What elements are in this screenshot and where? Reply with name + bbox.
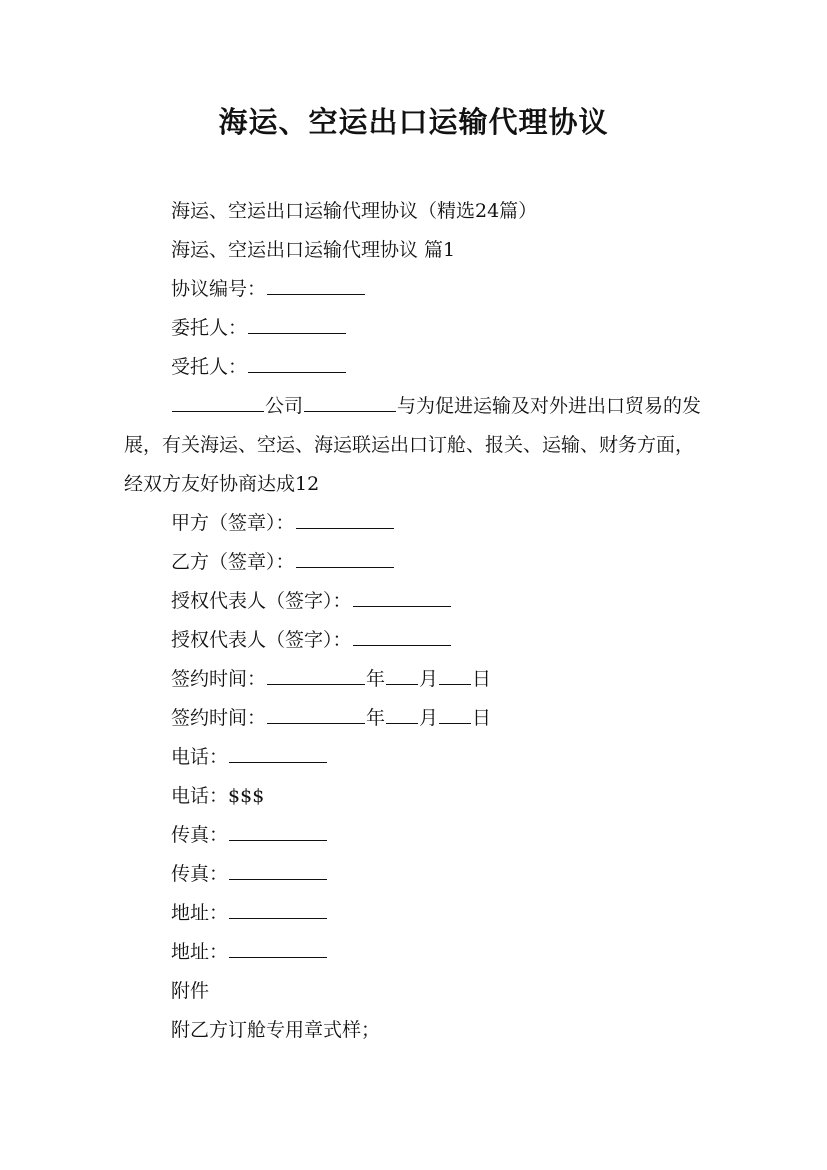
sign-month-blank-2 — [386, 704, 418, 724]
party-a-blank — [296, 509, 394, 529]
agent-blank — [248, 353, 346, 373]
fax-label-1: 传真： — [171, 824, 229, 846]
party-b-label: 乙方（签章）： — [171, 551, 295, 573]
intro-company-blank-1 — [172, 392, 264, 412]
month-label-2: 月 — [419, 707, 439, 729]
rep-label-1: 授权代表人（签字）： — [171, 590, 352, 612]
sign-date-line-1 — [124, 660, 708, 699]
year-label-2: 年 — [366, 707, 386, 729]
fax-blank-2 — [229, 860, 327, 880]
rep-blank-2 — [353, 626, 451, 646]
phone-value-2: $$$ — [228, 785, 265, 807]
address-line-2 — [124, 933, 708, 972]
phone-line-1 — [124, 738, 708, 777]
intro-company-blank-2 — [304, 392, 396, 412]
agreement-number-blank — [267, 275, 365, 295]
day-label-1: 日 — [472, 668, 492, 690]
sign-date-label-1: 签约时间： — [171, 668, 267, 690]
fax-line-1 — [124, 816, 708, 855]
rep-blank-1 — [353, 587, 451, 607]
party-b-line — [124, 543, 708, 582]
address-blank-1 — [229, 899, 327, 919]
attachment-item: 附乙方订舱专用章式样； — [171, 1019, 381, 1041]
party-b-blank — [296, 548, 394, 568]
party-a-line — [124, 504, 708, 543]
attachment-label: 附件 — [171, 980, 210, 1002]
sign-date-line-2 — [124, 699, 708, 738]
phone-blank-1 — [229, 743, 327, 763]
address-blank-2 — [229, 938, 327, 958]
phone-label-1: 电话： — [171, 746, 229, 768]
principal-label: 委托人： — [171, 317, 248, 339]
document-title: 海运、空运出口运输代理协议 — [218, 105, 609, 139]
address-label-1: 地址： — [171, 902, 229, 924]
rep-line-1 — [124, 582, 708, 621]
sign-month-blank-1 — [386, 665, 418, 685]
rep-line-2 — [124, 621, 708, 660]
subtitle-line: 海运、空运出口运输代理协议（精选24篇） — [171, 200, 538, 222]
phone-line-2 — [124, 777, 708, 816]
principal-line — [124, 309, 708, 348]
document-body — [124, 192, 708, 1050]
fax-label-2: 传真： — [171, 863, 229, 885]
intro-company-word: 公司 — [265, 395, 304, 417]
agreement-number-label: 协议编号： — [171, 278, 267, 300]
section-heading: 海运、空运出口运输代理协议 篇1 — [171, 239, 456, 261]
principal-blank — [248, 314, 346, 334]
phone-label-2: 电话： — [171, 785, 229, 807]
year-label-1: 年 — [366, 668, 386, 690]
fax-blank-1 — [229, 821, 327, 841]
month-label-1: 月 — [419, 668, 439, 690]
sign-year-blank-2 — [267, 704, 365, 724]
agent-label: 受托人： — [171, 356, 248, 378]
fax-line-2 — [124, 855, 708, 894]
rep-label-2: 授权代表人（签字）： — [171, 629, 352, 651]
agent-line — [124, 348, 708, 387]
day-label-2: 日 — [472, 707, 492, 729]
intro-paragraph — [124, 387, 708, 504]
intro-text: 与为促进运输及对外进出口贸易的发展，有关海运、空运、海运联运出口订舱、报关、运输、财务方面，经双方友好协商达成12 — [124, 395, 702, 495]
address-label-2: 地址： — [171, 941, 229, 963]
sign-date-label-2: 签约时间： — [171, 707, 267, 729]
sign-day-blank-1 — [439, 665, 471, 685]
party-a-label: 甲方（签章）： — [171, 512, 295, 534]
sign-day-blank-2 — [439, 704, 471, 724]
agreement-number-line — [124, 270, 708, 309]
address-line-1 — [124, 894, 708, 933]
sign-year-blank-1 — [267, 665, 365, 685]
